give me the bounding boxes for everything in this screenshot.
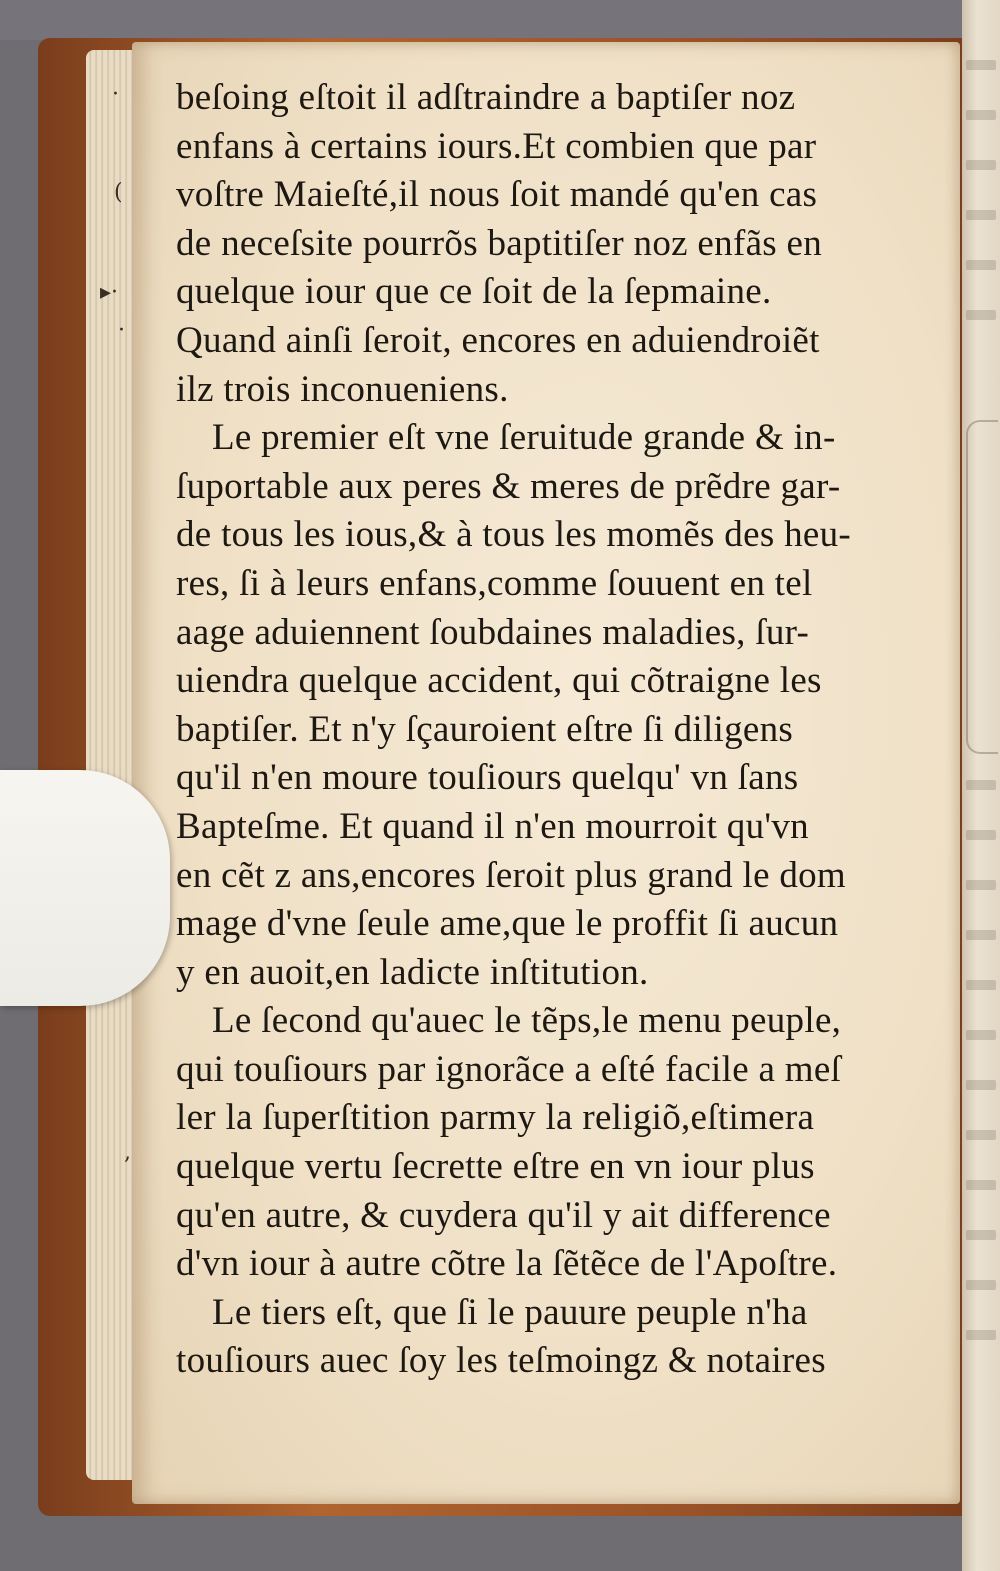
text-line: enfans à certains iours.Et combien que par [176,125,817,167]
margin-mark: , [124,1140,131,1165]
text-line: de neceſsite pourrõs baptitiſer noz enfãs en [176,222,823,264]
text-line: aage aduiennent ſoubdaines maladies, ſur- [176,611,810,653]
text-line: uiendra quelque accident, qui cõtraigne les [176,660,822,702]
facing-page-ornament [966,420,998,754]
text-line: qui touſiours par ignorãce a eſté facile a meſ [176,1048,842,1090]
text-line: y en auoit,en ladicte inſtitution. [176,951,649,993]
text-line: touſiours auec ſoy les teſmoingz & notaires [176,1340,826,1382]
text-line: Le ſecond qu'auec le tẽps,le menu peuple, [212,1000,842,1042]
text-line: qu'en autre, & cuydera qu'il y ait difference [176,1194,831,1236]
text-line: ſuportable aux peres & meres de prẽdre gar- [176,465,841,507]
text-line: de tous les ious,& à tous les momẽs des heu- [176,514,852,556]
text-line: beſoing eſtoit il adſtraindre a baptiſer noz [176,77,796,118]
text-line: ilz trois inconueniens. [176,368,509,410]
page-text [176,74,916,1386]
text-line: ler la ſuperſtition parmy la religiõ,eſtimera [176,1097,815,1139]
backdrop [0,0,1000,40]
text-line: d'vn iour à autre cõtre la ſẽtẽce de l'Apoſtre. [176,1243,838,1285]
margin-mark: · [118,318,125,343]
text-line: Le tiers eſt, que ſi le pauure peuple n'ha [212,1291,808,1333]
facing-page-edge [962,0,1000,1571]
text-line: qu'il n'en moure touſiours quelqu' vn ſans [176,757,799,799]
text-line: en cẽt z ans,encores ſeroit plus grand le dom [176,854,847,896]
text-line: Bapteſme. Et quand il n'en mourroit qu'vn [176,805,809,847]
text-line: Quand ainſi ſeroit, encores en aduiendroiẽt [176,319,820,361]
text-line: mage d'vne ſeule ame,que le proffit ſi aucun [176,903,839,945]
margin-mark: ▸· [100,280,119,305]
text-line: quelque vertu ſecrette eſtre en vn iour plus [176,1146,815,1188]
margin-mark: · [112,82,119,107]
paper-bookmark[interactable] [0,770,170,1006]
text-line: res, ſi à leurs enfans,comme ſouuent en tel [176,562,813,604]
text-line: Le premier eſt vne ſeruitude grande & in- [212,417,836,459]
text-line: baptiſer. Et n'y ſçauroient eſtre ſi diligens [176,708,794,750]
text-line: voſtre Maieſté,il nous ſoit mandé qu'en cas [176,174,818,216]
margin-mark: ( [114,180,123,205]
text-line: quelque iour que ce ſoit de la ſepmaine. [176,271,772,313]
